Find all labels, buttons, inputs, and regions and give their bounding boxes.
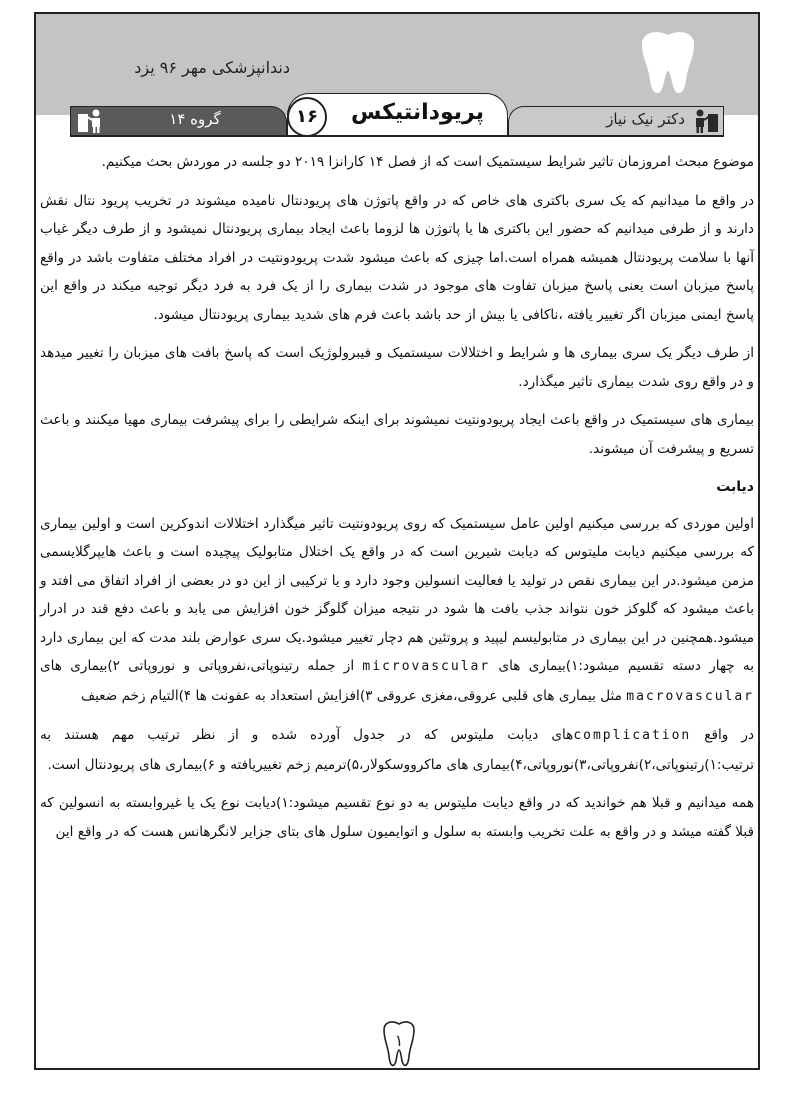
tooth-logo-icon xyxy=(633,30,703,98)
term-complication: complication xyxy=(573,728,692,743)
paragraph: بیماری های سیستمیک در واقع باعث ایجاد پریودونتیت نمیشوند برای اینکه شرایطی را برای پیشرفت بیماری مهیا میکنند و باعث تسریع و پیشرفت آن میشوند. xyxy=(40,412,754,457)
lecturer-icon xyxy=(76,108,106,134)
document-body xyxy=(40,148,754,856)
term-macrovascular: macrovascular xyxy=(626,688,754,704)
band-underline xyxy=(70,135,724,137)
paragraph: موضوع مبحث امروزمان تاثیر شرایط سیستمیک است که از فصل ۱۴ کارانزا ۲۰۱۹ دو جلسه در موردش بحث میکنیم. xyxy=(101,154,754,170)
paragraph-text: های دیابت ملیتوس که در جدول آورده شده و از نظر ترتیب مهم هستند به ترتیب:۱)رتینوپاتی،۲)نفروپاتی،۳)نوروپاتی،۴)بیماری های ماکرووسکولار،۵)ترمیم زخم تغییریافته و ۶)بیماری های پریودنتال است. xyxy=(40,727,754,773)
paragraph-text: در واقع xyxy=(704,727,755,743)
teacher-name: دکتر نیک نیاز xyxy=(606,110,685,128)
page-number-tooth xyxy=(380,1020,418,1070)
paragraph: همه میدانیم و قبلا هم خواندید که در واقع دیابت ملیتوس به دو نوع تقسیم میشود:۱)دیابت نوع یک یا غیروابسته به انسولین که قبلا گفته میشد و در واقع به علت تخریب وابسته به سلول و اتوایمیون سلول های بتای جزایر لانگرهانس هست که در واقع این xyxy=(40,795,754,840)
group-label: گروه ۱۴ xyxy=(169,110,221,128)
paragraph xyxy=(40,721,754,779)
header-subtitle: دندانپزشکی مهر ۹۶ یزد xyxy=(134,58,290,77)
footer-page-number: ۱ xyxy=(394,1031,404,1050)
term-microvascular: microvascular xyxy=(362,659,491,674)
section-heading: دیابت xyxy=(716,479,754,495)
paragraph-text: مثل بیماری های قلبی عروقی،مغزی عروقی ۳)افزایش استعداد به عفونت ها ۴)التیام زخم ضعیف xyxy=(81,687,622,704)
paragraph: در واقع ما میدانیم که یک سری باکتری های خاص که در واقع پاتوژن های پریودنتال نامیده میشوند در تخریب پریود نتال نقش دارند و از طرفی میدانیم که حضور این باکتری ها یا پاتوژن ها لزوما باعث ایجاد بیماری پریودنتال نمیشود و از طرف دیگر غیاب آنها با سلامت پریودنتال همیشه همراه است.اما چیزی که باعث میشود شدت پریودونتیت در افراد مختلف متفاوت باشد در واقع پاسخ میزبان است یعنی پاسخ میزبان تفاوت های موجود در شدت بیماری را از یک فرد به فرد دیگر توجیه میکند در واقع این پاسخ ایمنی میزبان اگر تغییر یافته ،ناکافی یا بیش از حد باشد باعث فرم های شدید بیماری پریودنتال میشود. xyxy=(40,192,754,323)
paragraph xyxy=(40,510,754,712)
lecturer-icon xyxy=(690,108,720,134)
page-number-badge: ۱۶ xyxy=(287,97,327,137)
paragraph: از طرف دیگر یک سری بیماری ها و شرایط و اختلالات سیستمیک و فیبرولوژیک است که پاسخ بافت های میزبان را تغییر میدهد و در واقع روی شدت بیماری تاثیر میگذارد. xyxy=(40,345,754,390)
paragraph-text: از جمله رتینوپاتی،نفروپاتی و نوروپاتی ۲)بیماری های xyxy=(40,658,355,674)
course-title: پریودانتیکس xyxy=(351,100,484,125)
paragraph-text: اولین موردی که بررسی میکنیم اولین عامل سیستمیک که روی پریودونتیت تاثیر میگذارد اختلالات اندوکرین است و اولین بیماری که بررسی میکنیم دیابت ملیتوس که دیابت شیرین است که در واقع یک اختلال متابولیک پیچیده است و باعث هایپرگلایسمی مزمن میشود.در این بیماری نقص در تولید یا فعالیت انسولین وجود دارد و یا ترکیبی از این دو در بعضی از افراد اتفاق می افتد و باعث میشود که گلوکز خون نتواند جذب بافت ها شود در نتیجه میزان گلوگز خون افزایش می یابد و باعث دفع قند در ادرار میشود.همچنین در این بیماری در متابولیسم لیپید و پروتئین هم دچار تغییر میشود.یک سری عوارض بلند مدت که این بیماری دارد به چهار دسته تقسیم میشود:۱)بیماری های xyxy=(40,515,754,674)
